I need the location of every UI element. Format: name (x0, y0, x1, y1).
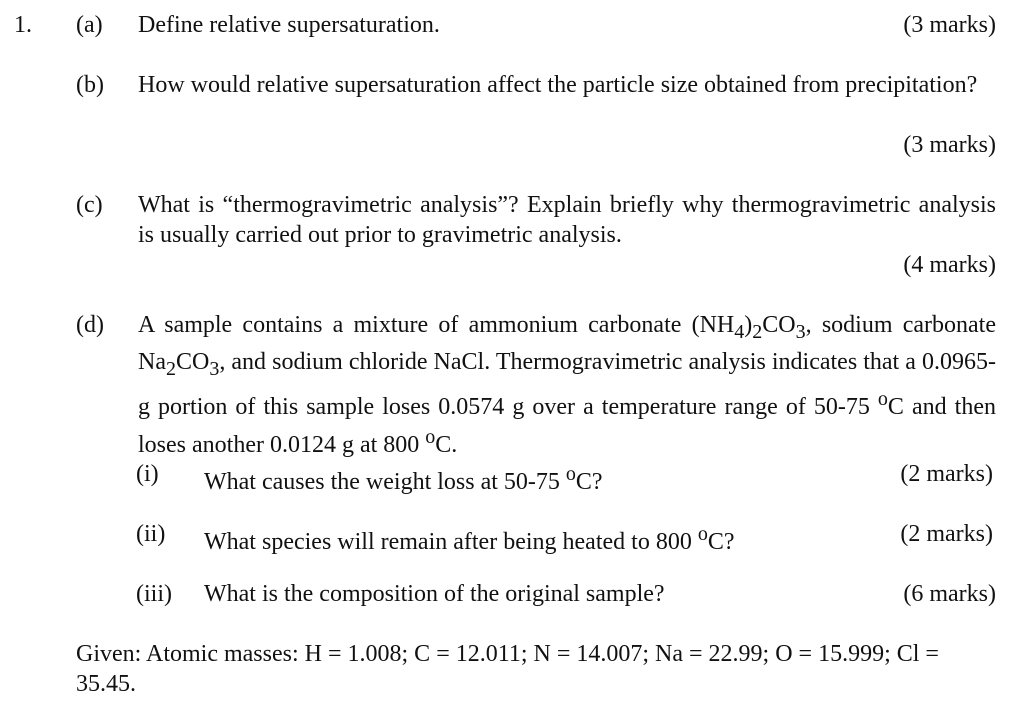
subpart-ii-marks: (2 marks) (900, 521, 993, 547)
subpart-ii-text: What species will remain after being heated to 800 $^o$C? (204, 523, 735, 555)
subpart-ii-label: (ii) (136, 521, 166, 547)
part-c-label: (c) (76, 192, 103, 218)
given-atomic-masses: Given: Atomic masses: H = 1.008; C = 12.011; N = 14.007; Na = 22.99; O = 15.999; Cl = 35.45. (76, 641, 939, 697)
part-d-label: (d) (76, 312, 104, 338)
part-a-label: (a) (76, 12, 103, 38)
part-c-marks: (4 marks) (903, 252, 996, 278)
subpart-iii-text: What is the composition of the original sample? (204, 581, 665, 607)
part-c-text: What is “thermogravimetric analysis”? Explain briefly why thermogravimetric analysis is usually carried out prior to gravimetric analysis. (138, 192, 996, 248)
part-b-label: (b) (76, 72, 104, 98)
part-a-marks: (3 marks) (903, 12, 996, 38)
part-b-marks: (3 marks) (903, 132, 996, 158)
part-b-text: How would relative supersaturation affect the particle size obtained from precipitation? (138, 72, 978, 98)
subpart-iii-marks: (6 marks) (903, 581, 996, 607)
subpart-i-text: What causes the weight loss at 50-75 $^o$C? (204, 463, 603, 495)
subpart-iii-label: (iii) (136, 581, 172, 607)
subpart-i-label: (i) (136, 461, 159, 487)
part-d-text: A sample contains a mixture of ammonium carbonate $(NH_4)_2CO_3$, sodium carbonate $Na_2CO_3$, and sodium chloride NaCl. Thermogravimetric analysis indicates that a 0.0965-g portion of this sample loses 0.0574 g over a temperature range of 50-75 $^o$C and then loses another 0.0124 g at 800 $^o$C. (138, 312, 996, 458)
part-a-text: Define relative supersaturation. (138, 12, 440, 38)
question-number: 1. (14, 12, 32, 38)
subpart-i-marks: (2 marks) (900, 461, 993, 487)
